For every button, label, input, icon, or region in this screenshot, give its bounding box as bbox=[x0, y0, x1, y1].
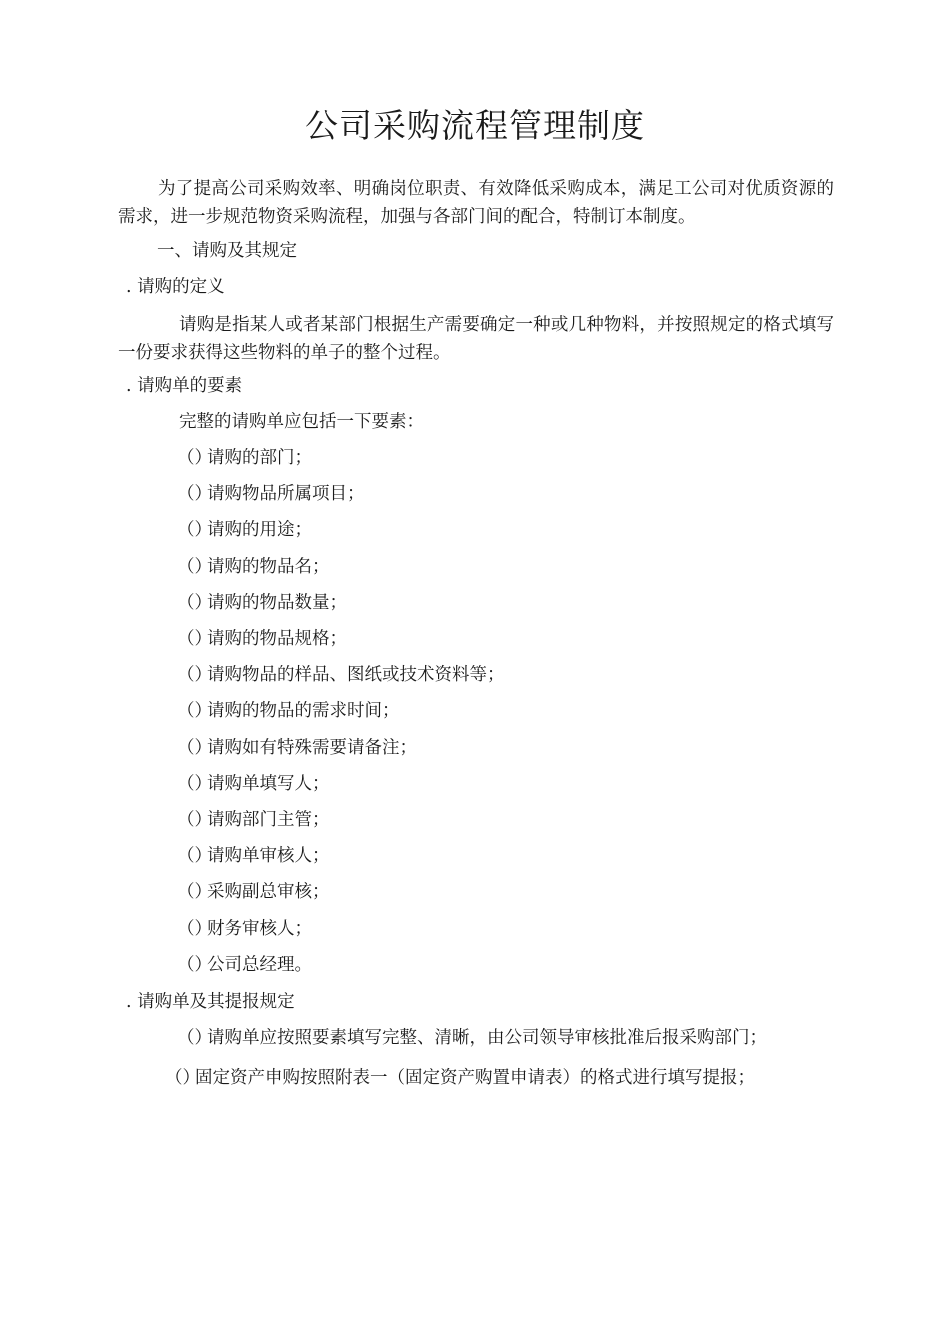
requisition-element-item bbox=[177, 481, 365, 507]
requisition-element-text: 请购单审核人； bbox=[207, 846, 330, 866]
elements-lead-text: 完整的请购单应包括一下要素： bbox=[179, 412, 424, 432]
item-paren: （） bbox=[177, 882, 212, 902]
subsection-heading-elements: . 请购单的要素 bbox=[126, 376, 243, 396]
item-paren: （） bbox=[177, 738, 212, 758]
item-paren: （） bbox=[177, 846, 212, 866]
rule-item bbox=[165, 1065, 755, 1091]
requisition-element-item bbox=[177, 445, 312, 471]
item-paren: （） bbox=[177, 919, 212, 939]
item-paren: （） bbox=[177, 593, 212, 613]
requisition-element-item bbox=[177, 807, 330, 833]
subsection-heading-submission: . 请购单及其提报规定 bbox=[126, 992, 295, 1012]
item-paren: （） bbox=[177, 520, 212, 540]
requisition-element-text: 公司总经理。 bbox=[207, 955, 312, 975]
requisition-element-text: 财务审核人； bbox=[207, 919, 312, 939]
item-paren: （） bbox=[177, 701, 212, 721]
requisition-element-item bbox=[177, 916, 312, 942]
item-paren: （） bbox=[165, 1068, 200, 1088]
requisition-element-text: 请购部门主管； bbox=[207, 810, 330, 830]
requisition-element-text: 请购的用途； bbox=[207, 520, 312, 540]
document-title: 公司采购流程管理制度 bbox=[305, 106, 645, 145]
requisition-element-text: 采购副总审核； bbox=[207, 882, 330, 902]
requisition-element-text: 请购的物品的需求时间； bbox=[207, 701, 400, 721]
item-paren: （） bbox=[177, 665, 212, 685]
requisition-element-item bbox=[177, 590, 347, 616]
rule-item bbox=[177, 1025, 767, 1051]
requisition-element-item bbox=[177, 735, 417, 761]
rule-text: 固定资产申购按照附表一（固定资产购置申请表）的格式进行填写提报； bbox=[195, 1068, 755, 1088]
requisition-element-item bbox=[177, 626, 347, 652]
requisition-element-item bbox=[177, 698, 400, 724]
item-paren: （） bbox=[177, 810, 212, 830]
requisition-element-text: 请购如有特殊需要请备注； bbox=[207, 738, 417, 758]
item-paren: （） bbox=[177, 484, 212, 504]
requisition-element-text: 请购单填写人； bbox=[207, 774, 330, 794]
requisition-element-item bbox=[177, 843, 330, 869]
item-paren: （） bbox=[177, 557, 212, 577]
requisition-element-item bbox=[177, 771, 330, 797]
subsection-heading-definition: . 请购的定义 bbox=[126, 277, 225, 297]
definition-paragraph: 请购是指某人或者某部门根据生产需要确定一种或几种物料，并按照规定的格式填写一份要求获得这些物料的单子的整个过程。 bbox=[118, 315, 834, 363]
requisition-element-text: 请购的物品规格； bbox=[207, 629, 347, 649]
requisition-element-item bbox=[177, 517, 312, 543]
item-paren: （） bbox=[177, 955, 212, 975]
item-paren: （） bbox=[177, 1028, 212, 1048]
requisition-element-text: 请购物品所属项目； bbox=[207, 484, 365, 504]
requisition-element-text: 请购物品的样品、图纸或技术资料等； bbox=[207, 665, 505, 685]
item-paren: （） bbox=[177, 629, 212, 649]
item-paren: （） bbox=[177, 774, 212, 794]
requisition-element-text: 请购的物品数量； bbox=[207, 593, 347, 613]
requisition-element-item bbox=[177, 952, 312, 978]
requisition-element-text: 请购的物品名； bbox=[207, 557, 330, 577]
requisition-element-text: 请购的部门； bbox=[207, 448, 312, 468]
requisition-element-item bbox=[177, 879, 330, 905]
requisition-element-item bbox=[177, 662, 505, 688]
section-heading-requisition: 一、请购及其规定 bbox=[157, 241, 297, 261]
rule-text: 请购单应按照要素填写完整、清晰，由公司领导审核批准后报采购部门； bbox=[207, 1028, 767, 1048]
item-paren: （） bbox=[177, 448, 212, 468]
intro-paragraph: 为了提高公司采购效率、明确岗位职责、有效降低采购成本，满足工公司对优质资源的需求，进一步规范物资采购流程，加强与各部门间的配合，特制订本制度。 bbox=[118, 179, 834, 227]
requisition-element-item bbox=[177, 554, 330, 580]
